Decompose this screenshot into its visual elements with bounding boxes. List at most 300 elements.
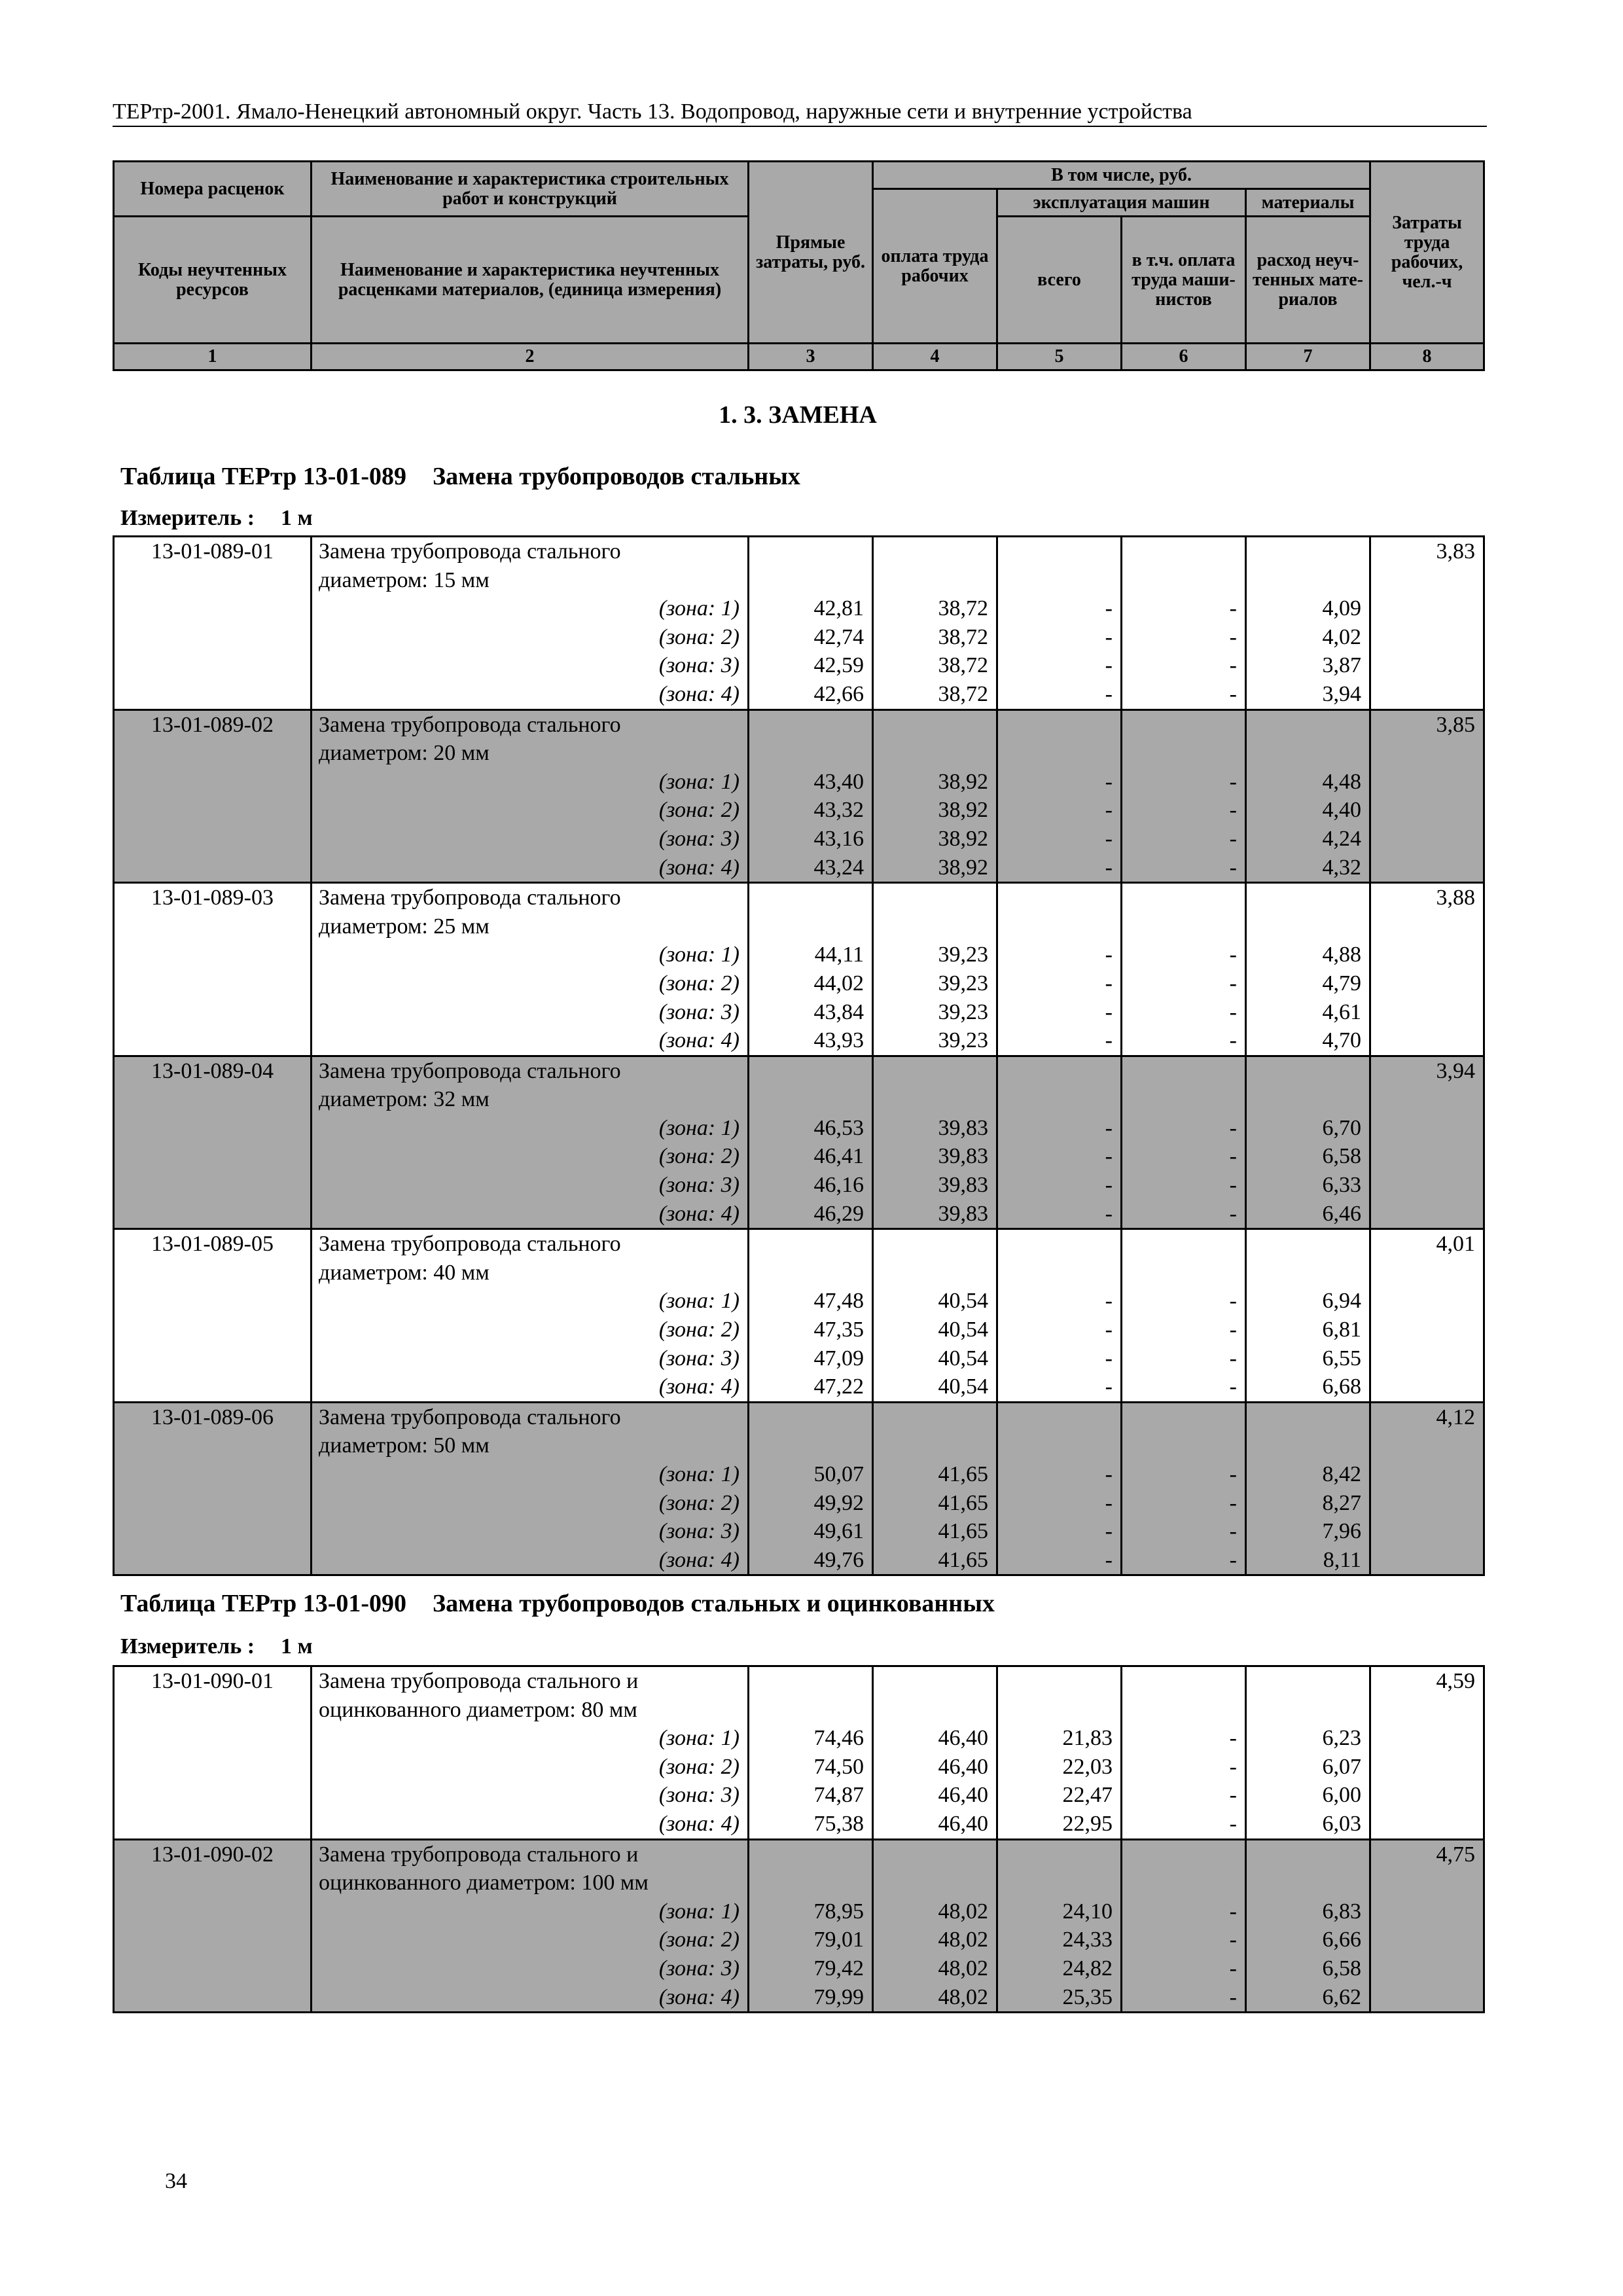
operator-pay: - <box>1122 1724 1246 1753</box>
empty-cell <box>1370 1259 1484 1287</box>
empty-cell <box>1122 709 1246 739</box>
measure-label: Измеритель : <box>120 1634 255 1659</box>
empty-cell <box>114 1085 312 1114</box>
header-machines-total: всего <box>997 217 1122 344</box>
table-title-089 <box>120 462 800 491</box>
machines-total: - <box>997 623 1122 652</box>
empty-cell <box>1246 1666 1370 1696</box>
empty-cell <box>114 594 312 623</box>
empty-cell <box>1122 1402 1246 1431</box>
empty-cell <box>749 709 873 739</box>
zone-row <box>114 1546 1484 1575</box>
empty-cell <box>1122 1431 1246 1460</box>
table-row <box>114 1696 1484 1725</box>
zone-row <box>114 768 1484 797</box>
empty-cell <box>1370 1926 1484 1954</box>
zone-label: (зона: 4) <box>312 1200 749 1229</box>
direct-costs: 79,01 <box>749 1926 873 1954</box>
direct-costs: 74,46 <box>749 1724 873 1753</box>
header-work-name: Наименование и характеристика строительных работ и конструкций <box>312 162 749 217</box>
operator-pay: - <box>1122 1517 1246 1546</box>
measure-line-090 <box>120 1634 313 1660</box>
materials-cost: 6,23 <box>1246 1724 1370 1753</box>
operator-pay: - <box>1122 1753 1246 1782</box>
materials-cost: 6,83 <box>1246 1897 1370 1926</box>
rate-code: 13-01-089-02 <box>114 709 312 739</box>
zone-row <box>114 623 1484 652</box>
machines-total: - <box>997 680 1122 709</box>
operator-pay: - <box>1122 651 1246 680</box>
labor-cost: 4,01 <box>1370 1229 1484 1259</box>
empty-cell <box>114 853 312 883</box>
materials-cost: 6,33 <box>1246 1171 1370 1200</box>
table-row <box>114 739 1484 768</box>
worker-pay: 40,54 <box>873 1316 997 1344</box>
empty-cell <box>1246 883 1370 912</box>
empty-cell <box>997 912 1122 941</box>
operator-pay: - <box>1122 1114 1246 1143</box>
direct-costs: 49,61 <box>749 1517 873 1546</box>
worker-pay: 38,72 <box>873 651 997 680</box>
direct-costs: 46,53 <box>749 1114 873 1143</box>
zone-row <box>114 1810 1484 1839</box>
empty-cell <box>114 1026 312 1056</box>
materials-cost: 3,87 <box>1246 651 1370 680</box>
zone-label: (зона: 2) <box>312 1926 749 1954</box>
zone-label: (зона: 4) <box>312 853 749 883</box>
machines-total: - <box>997 1142 1122 1171</box>
header-resource-codes: Коды неучтенных ресурсов <box>114 217 312 344</box>
materials-cost: 3,94 <box>1246 680 1370 709</box>
zone-label: (зона: 4) <box>312 1810 749 1839</box>
rates-table-090 <box>113 1665 1485 2013</box>
operator-pay: - <box>1122 853 1246 883</box>
materials-cost: 4,09 <box>1246 594 1370 623</box>
empty-cell <box>997 1869 1122 1897</box>
materials-cost: 6,03 <box>1246 1810 1370 1839</box>
empty-cell <box>114 1344 312 1373</box>
empty-cell <box>1370 1142 1484 1171</box>
empty-cell <box>1246 1402 1370 1431</box>
materials-cost: 8,11 <box>1246 1546 1370 1575</box>
empty-cell <box>114 941 312 969</box>
labor-cost: 3,83 <box>1370 537 1484 566</box>
column-number: 2 <box>312 344 749 370</box>
zone-row <box>114 1489 1484 1518</box>
header-labor-cost: Затраты труда рабочих, чел.-ч <box>1370 162 1484 344</box>
zone-row <box>114 969 1484 998</box>
empty-cell <box>873 912 997 941</box>
direct-costs: 44,11 <box>749 941 873 969</box>
direct-costs: 74,50 <box>749 1753 873 1782</box>
empty-cell <box>1370 1724 1484 1753</box>
empty-cell <box>1370 1316 1484 1344</box>
machines-total: - <box>997 768 1122 797</box>
rate-name: Замена трубопровода стального <box>312 1056 749 1085</box>
worker-pay: 40,54 <box>873 1344 997 1373</box>
direct-costs: 44,02 <box>749 969 873 998</box>
empty-cell <box>1122 883 1246 912</box>
empty-cell <box>997 1229 1122 1259</box>
materials-cost: 8,27 <box>1246 1489 1370 1518</box>
labor-cost: 3,85 <box>1370 709 1484 739</box>
direct-costs: 78,95 <box>749 1897 873 1926</box>
empty-cell <box>1370 912 1484 941</box>
empty-cell <box>114 1810 312 1839</box>
empty-cell <box>873 1431 997 1460</box>
machines-total: - <box>997 941 1122 969</box>
empty-cell <box>114 1142 312 1171</box>
worker-pay: 39,83 <box>873 1142 997 1171</box>
empty-cell <box>1246 566 1370 595</box>
zone-row <box>114 853 1484 883</box>
empty-cell <box>749 1839 873 1869</box>
empty-cell <box>873 1229 997 1259</box>
machines-total: - <box>997 1372 1122 1402</box>
empty-cell <box>1246 1696 1370 1725</box>
worker-pay: 48,02 <box>873 1954 997 1983</box>
worker-pay: 46,40 <box>873 1753 997 1782</box>
rate-name: Замена трубопровода стального и <box>312 1666 749 1696</box>
empty-cell <box>1122 1259 1246 1287</box>
rate-name-cont: диаметром: 32 мм <box>312 1085 749 1114</box>
direct-costs: 79,42 <box>749 1954 873 1983</box>
direct-costs: 43,84 <box>749 998 873 1027</box>
empty-cell <box>749 1085 873 1114</box>
machines-total: - <box>997 594 1122 623</box>
column-number: 6 <box>1122 344 1246 370</box>
worker-pay: 39,23 <box>873 998 997 1027</box>
empty-cell <box>114 1316 312 1344</box>
empty-cell <box>114 1200 312 1229</box>
zone-label: (зона: 4) <box>312 1026 749 1056</box>
table-row <box>114 709 1484 739</box>
rate-code: 13-01-089-03 <box>114 883 312 912</box>
machines-total: 21,83 <box>997 1724 1122 1753</box>
empty-cell <box>997 883 1122 912</box>
materials-cost: 6,58 <box>1246 1142 1370 1171</box>
direct-costs: 43,24 <box>749 853 873 883</box>
operator-pay: - <box>1122 594 1246 623</box>
machines-total: 24,33 <box>997 1926 1122 1954</box>
machines-total: - <box>997 1316 1122 1344</box>
empty-cell <box>873 1839 997 1869</box>
column-header-table <box>113 160 1485 371</box>
empty-cell <box>1370 1546 1484 1575</box>
header-material-use: расход неуч-тенных мате-риалов <box>1246 217 1370 344</box>
empty-cell <box>1122 1839 1246 1869</box>
empty-cell <box>997 1085 1122 1114</box>
table-row <box>114 1869 1484 1897</box>
zone-row <box>114 1983 1484 2013</box>
rate-group <box>114 1229 1484 1403</box>
rate-name-cont: диаметром: 15 мм <box>312 566 749 595</box>
zone-label: (зона: 3) <box>312 825 749 853</box>
operator-pay: - <box>1122 1546 1246 1575</box>
empty-cell <box>873 537 997 566</box>
machines-total: - <box>997 1489 1122 1518</box>
rate-code: 13-01-090-01 <box>114 1666 312 1696</box>
empty-cell <box>1370 1810 1484 1839</box>
machines-total: - <box>997 1517 1122 1546</box>
direct-costs: 42,81 <box>749 594 873 623</box>
worker-pay: 48,02 <box>873 1897 997 1926</box>
measure-line-089 <box>120 505 313 531</box>
empty-cell <box>749 1869 873 1897</box>
empty-cell <box>997 537 1122 566</box>
empty-cell <box>1246 1056 1370 1085</box>
empty-cell <box>1370 680 1484 709</box>
zone-row <box>114 1753 1484 1782</box>
direct-costs: 47,48 <box>749 1287 873 1316</box>
empty-cell <box>114 1983 312 2013</box>
empty-cell <box>1122 1869 1246 1897</box>
empty-cell <box>873 883 997 912</box>
worker-pay: 41,65 <box>873 1517 997 1546</box>
empty-cell <box>114 1753 312 1782</box>
zone-row <box>114 1316 1484 1344</box>
worker-pay: 39,23 <box>873 941 997 969</box>
empty-cell <box>114 1724 312 1753</box>
direct-costs: 75,38 <box>749 1810 873 1839</box>
empty-cell <box>114 1287 312 1316</box>
worker-pay: 39,23 <box>873 1026 997 1056</box>
zone-row <box>114 1724 1484 1753</box>
zone-label: (зона: 1) <box>312 1897 749 1926</box>
header-materials: материалы <box>1246 189 1370 217</box>
zone-row <box>114 680 1484 709</box>
empty-cell <box>749 1666 873 1696</box>
operator-pay: - <box>1122 1954 1246 1983</box>
worker-pay: 46,40 <box>873 1810 997 1839</box>
rate-name-cont: оцинкованного диаметром: 100 мм <box>312 1869 749 1897</box>
table-row <box>114 1402 1484 1431</box>
machines-total: 22,03 <box>997 1753 1122 1782</box>
zone-label: (зона: 4) <box>312 1983 749 2013</box>
empty-cell <box>1370 1489 1484 1518</box>
rate-code: 13-01-090-02 <box>114 1839 312 1869</box>
empty-cell <box>1246 537 1370 566</box>
empty-cell <box>114 739 312 768</box>
zone-label: (зона: 3) <box>312 1344 749 1373</box>
machines-total: - <box>997 1171 1122 1200</box>
materials-cost: 6,46 <box>1246 1200 1370 1229</box>
empty-cell <box>1370 1200 1484 1229</box>
empty-cell <box>114 1171 312 1200</box>
empty-cell <box>1370 1517 1484 1546</box>
zone-label: (зона: 3) <box>312 998 749 1027</box>
empty-cell <box>1246 709 1370 739</box>
operator-pay: - <box>1122 825 1246 853</box>
machines-total: - <box>997 796 1122 825</box>
zone-row <box>114 796 1484 825</box>
zone-label: (зона: 3) <box>312 651 749 680</box>
machines-total: - <box>997 1344 1122 1373</box>
labor-cost: 4,12 <box>1370 1402 1484 1431</box>
zone-row <box>114 1114 1484 1143</box>
machines-total: - <box>997 1200 1122 1229</box>
empty-cell <box>1370 651 1484 680</box>
rate-name-cont: диаметром: 25 мм <box>312 912 749 941</box>
table-number: Таблица ТЕРтр 13-01-089 <box>120 463 407 490</box>
empty-cell <box>749 1259 873 1287</box>
zone-row <box>114 1781 1484 1810</box>
worker-pay: 38,92 <box>873 796 997 825</box>
table-row <box>114 912 1484 941</box>
materials-cost: 6,00 <box>1246 1781 1370 1810</box>
materials-cost: 4,79 <box>1246 969 1370 998</box>
section-title: 1. 3. ЗАМЕНА <box>719 401 877 429</box>
empty-cell <box>997 566 1122 595</box>
materials-cost: 4,02 <box>1246 623 1370 652</box>
direct-costs: 43,40 <box>749 768 873 797</box>
zone-row <box>114 1171 1484 1200</box>
worker-pay: 41,65 <box>873 1460 997 1489</box>
direct-costs: 46,41 <box>749 1142 873 1171</box>
rate-name-cont: диаметром: 40 мм <box>312 1259 749 1287</box>
page-number: 34 <box>165 2169 187 2193</box>
operator-pay: - <box>1122 1287 1246 1316</box>
materials-cost: 4,32 <box>1246 853 1370 883</box>
empty-cell <box>1246 1085 1370 1114</box>
zone-row <box>114 941 1484 969</box>
rate-group <box>114 1056 1484 1229</box>
direct-costs: 47,09 <box>749 1344 873 1373</box>
empty-cell <box>1370 941 1484 969</box>
operator-pay: - <box>1122 1897 1246 1926</box>
empty-cell <box>1122 1085 1246 1114</box>
worker-pay: 38,92 <box>873 853 997 883</box>
empty-cell <box>114 796 312 825</box>
worker-pay: 38,72 <box>873 594 997 623</box>
empty-cell <box>1370 1114 1484 1143</box>
direct-costs: 46,29 <box>749 1200 873 1229</box>
operator-pay: - <box>1122 1926 1246 1954</box>
direct-costs: 47,22 <box>749 1372 873 1402</box>
zone-row <box>114 1460 1484 1489</box>
materials-cost: 6,07 <box>1246 1753 1370 1782</box>
operator-pay: - <box>1122 1316 1246 1344</box>
empty-cell <box>1122 566 1246 595</box>
worker-pay: 38,92 <box>873 825 997 853</box>
empty-cell <box>1370 1897 1484 1926</box>
materials-cost: 6,94 <box>1246 1287 1370 1316</box>
machines-total: - <box>997 651 1122 680</box>
header-direct-costs: Прямые затраты, руб. <box>749 162 873 344</box>
empty-cell <box>749 566 873 595</box>
zone-label: (зона: 4) <box>312 680 749 709</box>
empty-cell <box>997 1259 1122 1287</box>
page-header: ТЕРтр-2001. Ямало-Ненецкий автономный округ. Часть 13. Водопровод, наружные сети и внутренние устройства <box>113 98 1487 127</box>
empty-cell <box>873 1696 997 1725</box>
materials-cost: 4,88 <box>1246 941 1370 969</box>
machines-total: - <box>997 853 1122 883</box>
empty-cell <box>1370 796 1484 825</box>
operator-pay: - <box>1122 1344 1246 1373</box>
empty-cell <box>114 1489 312 1518</box>
materials-cost: 6,55 <box>1246 1344 1370 1373</box>
empty-cell <box>1370 1026 1484 1056</box>
direct-costs: 43,32 <box>749 796 873 825</box>
zone-label: (зона: 2) <box>312 1142 749 1171</box>
empty-cell <box>873 739 997 768</box>
empty-cell <box>114 566 312 595</box>
empty-cell <box>1370 969 1484 998</box>
zone-label: (зона: 1) <box>312 768 749 797</box>
direct-costs: 49,92 <box>749 1489 873 1518</box>
empty-cell <box>114 1517 312 1546</box>
empty-cell <box>1370 853 1484 883</box>
zone-row <box>114 594 1484 623</box>
rate-name: Замена трубопровода стального <box>312 709 749 739</box>
empty-cell <box>1370 1171 1484 1200</box>
direct-costs: 42,59 <box>749 651 873 680</box>
operator-pay: - <box>1122 1810 1246 1839</box>
operator-pay: - <box>1122 1200 1246 1229</box>
measure-value: 1 м <box>281 506 313 530</box>
table-row <box>114 566 1484 595</box>
zone-row <box>114 1517 1484 1546</box>
empty-cell <box>1370 1869 1484 1897</box>
direct-costs: 42,74 <box>749 623 873 652</box>
empty-cell <box>114 1696 312 1725</box>
empty-cell <box>114 680 312 709</box>
empty-cell <box>1370 1287 1484 1316</box>
labor-cost: 3,88 <box>1370 883 1484 912</box>
empty-cell <box>1370 623 1484 652</box>
operator-pay: - <box>1122 796 1246 825</box>
rate-code: 13-01-089-06 <box>114 1402 312 1431</box>
empty-cell <box>1370 825 1484 853</box>
rate-code: 13-01-089-05 <box>114 1229 312 1259</box>
empty-cell <box>873 1402 997 1431</box>
empty-cell <box>997 709 1122 739</box>
rate-name: Замена трубопровода стального и <box>312 1839 749 1869</box>
operator-pay: - <box>1122 998 1246 1027</box>
materials-cost: 4,40 <box>1246 796 1370 825</box>
empty-cell <box>1370 566 1484 595</box>
zone-label: (зона: 2) <box>312 623 749 652</box>
empty-cell <box>873 1666 997 1696</box>
machines-total: - <box>997 998 1122 1027</box>
table-row <box>114 1056 1484 1085</box>
empty-cell <box>1246 1229 1370 1259</box>
materials-cost: 4,61 <box>1246 998 1370 1027</box>
empty-cell <box>749 883 873 912</box>
empty-cell <box>114 912 312 941</box>
empty-cell <box>1370 1085 1484 1114</box>
empty-cell <box>749 912 873 941</box>
worker-pay: 38,72 <box>873 680 997 709</box>
zone-label: (зона: 4) <box>312 1372 749 1402</box>
empty-cell <box>997 1696 1122 1725</box>
rate-name-cont: диаметром: 50 мм <box>312 1431 749 1460</box>
empty-cell <box>997 1666 1122 1696</box>
rate-group <box>114 1402 1484 1575</box>
zone-row <box>114 1142 1484 1171</box>
materials-cost: 4,48 <box>1246 768 1370 797</box>
empty-cell <box>873 1056 997 1085</box>
machines-total: 22,47 <box>997 1781 1122 1810</box>
rate-code: 13-01-089-01 <box>114 537 312 566</box>
empty-cell <box>1246 1259 1370 1287</box>
operator-pay: - <box>1122 1983 1246 2013</box>
empty-cell <box>873 1259 997 1287</box>
operator-pay: - <box>1122 1171 1246 1200</box>
machines-total: - <box>997 1287 1122 1316</box>
empty-cell <box>114 1546 312 1575</box>
empty-cell <box>114 825 312 853</box>
